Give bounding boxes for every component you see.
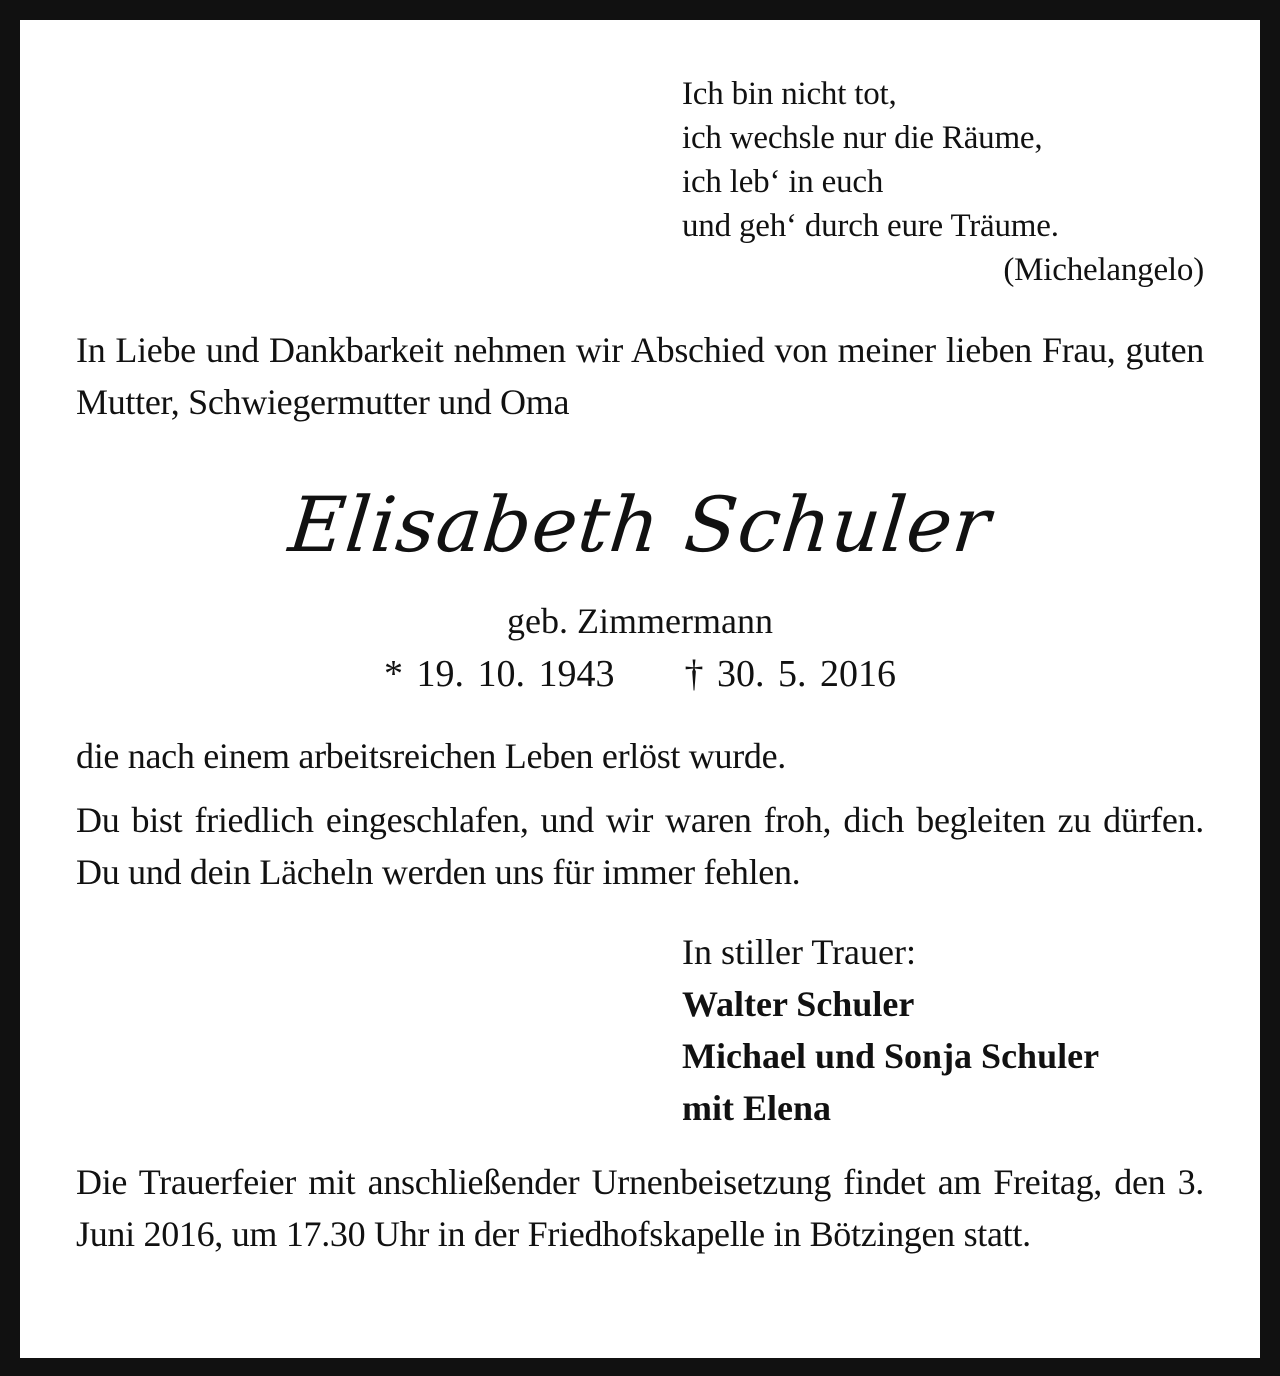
farewell-text: Du bist friedlich eingeschlafen, und wir waren froh, dich begleiten zu dürfen. Du und dein Lächeln werden uns für immer fehlen. xyxy=(76,800,1204,892)
poem-line: ich leb‘ in euch xyxy=(682,164,884,200)
mourner-name: mit Elena xyxy=(682,1088,831,1128)
poem-block xyxy=(682,72,1204,292)
poem-line: Ich bin nicht tot, xyxy=(682,76,897,112)
life-dates xyxy=(0,650,1280,698)
mourners-block xyxy=(682,926,1222,1134)
poem-line: ich wechsle nur die Räume, xyxy=(682,120,1043,156)
mourning-label: In stiller Trauer: xyxy=(682,932,916,972)
birth-date: * 19. 10. 1943 xyxy=(384,653,615,695)
deceased-name: Elisabeth Schuler xyxy=(284,480,996,569)
mourner-name: Michael und Sonja Schuler xyxy=(682,1036,1100,1076)
poem-author: (Michelangelo) xyxy=(1003,252,1204,288)
release-text: die nach einem arbeitsreichen Leben erlöst wurde. xyxy=(76,736,786,776)
mourner-name: Walter Schuler xyxy=(682,984,915,1024)
death-date: † 30. 5. 2016 xyxy=(684,653,896,695)
poem-line: und geh‘ durch eure Träume. xyxy=(682,208,1059,244)
maiden-name: geb. Zimmermann xyxy=(507,601,773,641)
ceremony-text: Die Trauerfeier mit anschließender Urnenbeisetzung findet am Freitag, den 3. Juni 2016, um 17.30 Uhr in der Friedhofskapelle in Bötzingen statt. xyxy=(76,1162,1204,1254)
intro-text: In Liebe und Dankbarkeit nehmen wir Abschied von meiner lieben Frau, guten Mutter, Schwiegermutter und Oma xyxy=(76,330,1204,422)
